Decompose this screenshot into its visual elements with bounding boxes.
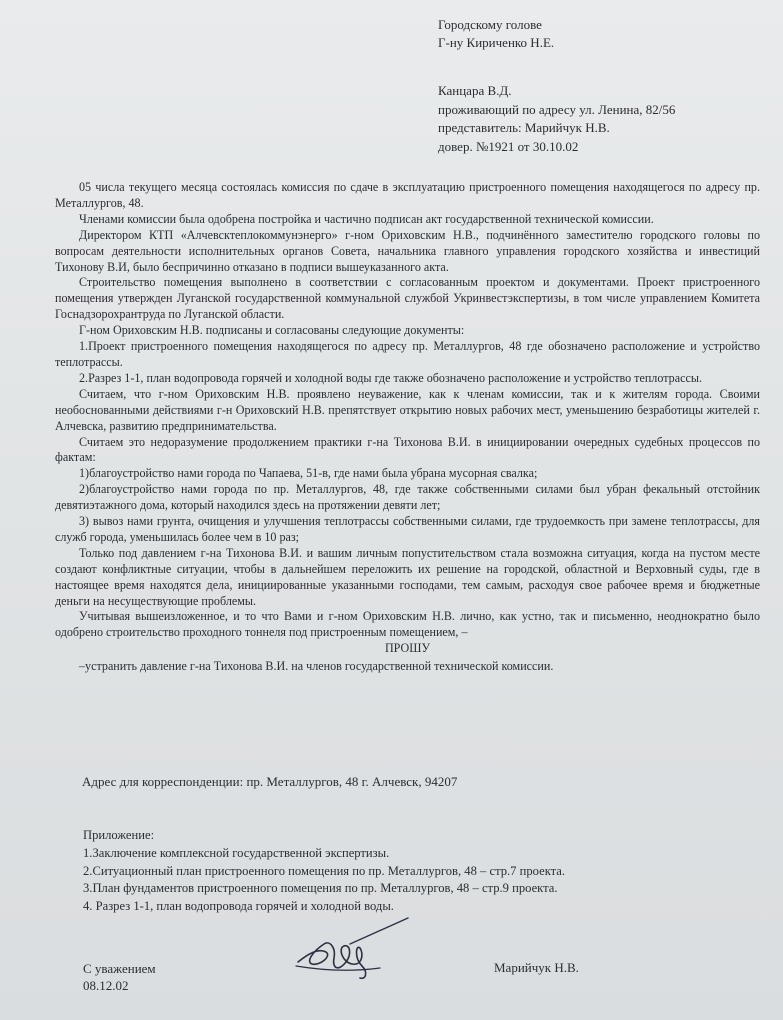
paragraph: Считаем, что г-ном Ориховским Н.В. проявлено неуважение, как к членам комиссии, так и к жителям города. Своими необоснованными действиями г-н Ориховский Н.В. препятствует открытию новых рабочих мест, уменьшению безработицы жителей г. Алчевска, развитию предпринимательства. bbox=[55, 386, 760, 433]
request-text: –устранить давление г-на Тихонова В.И. на членов государственной технической комиссии. bbox=[79, 659, 554, 674]
paragraph: 2.Разрез 1-1, план водопровода горячей и холодной воды где также обозначено расположение и устройство теплотрассы. bbox=[79, 370, 702, 385]
paragraph: 1.Проект пристроенного помещения находящегося по адресу пр. Металлургов, 48 где обозначено расположение и устройство теплотрассы. bbox=[55, 339, 760, 369]
paragraph: 3) вывоз нами грунта, очищения и улучшения теплотрассы собственными силами, где трудоемкость при замене теплотрассы, для служб города, уменьшилась более чем в 10 раз; bbox=[55, 514, 760, 544]
paragraph: Членами комиссии была одобрена постройка и частично подписан акт государственной технической комиссии. bbox=[79, 211, 654, 226]
paragraph: Считаем это недоразумение продолжением практики г-на Тихонова В.И. в инициировании очередных судебных процессов по фактам: bbox=[55, 434, 760, 465]
letter-date: 08.12.02 bbox=[83, 978, 129, 993]
closing-regards: С уважением bbox=[83, 961, 156, 976]
paragraph: Только под давлением г-на Тихонова В.И. и вашим личным попустительством стала возможна ситуация, когда на пустом месте создают конфликтные ситуации, чтобы в дальнейшем переложить их решение на городской, областной и Верховный суды, где в настоящее время находятся дела, инициированные указанными господами, тем самым, расходуя свое рабочее время и бюджетные деньги на несуществующие проблемы. bbox=[55, 545, 760, 608]
closing-block bbox=[83, 960, 156, 994]
addressee-block bbox=[438, 16, 554, 52]
attachment-item: 3.План фундаментов пристроенного помещения по пр. Металлургов, 48 – стр.9 проекта. bbox=[83, 881, 558, 896]
letter-body bbox=[55, 180, 760, 675]
attachment-item: 4. Разрез 1-1, план водопровода горячей и холодной воды. bbox=[83, 899, 394, 914]
paragraph: 2)благоустройство нами города по пр. Металлургов, 48, где также собственными силами был убран фекальный отстойник девятиэтажного дома, который находился здесь на протяжении девяти лет; bbox=[55, 482, 760, 513]
correspondence-address: Адрес для корреспонденции: пр. Металлургов, 48 г. Алчевск, 94207 bbox=[82, 774, 458, 789]
request-heading: ПРОШУ bbox=[384, 641, 431, 656]
handwritten-signature bbox=[290, 914, 420, 989]
attachment-item: 1.Заключение комплексной государственной экспертизы. bbox=[83, 845, 390, 860]
attachments-block bbox=[83, 827, 723, 916]
paragraph: Директором КТП «Алчевсктеплокоммунэнерго» г-ном Ориховским Н.В., подчинённого заместителю городского головы по вопросам деятельности исполнительных органов Совета, начальника главного управления городского хозяйства и инвестиций Тихонову В.И, было беспричинно отказано в подписи вышеуказанного акта. bbox=[55, 227, 760, 274]
paragraph: Строительство помещения выполнено в соответствии с согласованным проектом и документами. Проект пристроенного помещения утвержден Луганской государственной коммунальной службой Укринвестэкспертизы, в том числе управлением Комитета Госнадзорохрантруда по Луганской области. bbox=[55, 275, 760, 322]
sender-proxy: довер. №1921 от 30.10.02 bbox=[438, 138, 579, 154]
attachment-item: 2.Ситуационный план пристроенного помещения по пр. Металлургов, 48 – стр.7 проекта. bbox=[83, 863, 566, 878]
paragraph: Учитывая вышеизложенное, и то что Вами и г-ном Ориховским Н.В. лично, как устно, так и письменно, неоднократно было одобрено строительство проходного тоннеля под пристроенным помещением, – bbox=[55, 609, 760, 640]
sender-block bbox=[438, 82, 675, 156]
paragraph: Г-ном Ориховским Н.В. подписаны и согласованы следующие документы: bbox=[79, 323, 465, 338]
paragraph: 05 числа текущего месяца состоялась комиссия по сдаче в эксплуатацию пристроенного помещения находящегося по адресу пр. Металлургов, 48. bbox=[55, 180, 760, 210]
paragraph: 1)благоустройство нами города по Чапаева, 51-в, где нами была убрана мусорная свалка; bbox=[79, 466, 538, 481]
sender-name: Канцара В.Д. bbox=[438, 83, 512, 98]
sender-representative: представитель: Марийчук Н.В. bbox=[438, 120, 610, 135]
sender-address: проживающий по адресу ул. Ленина, 82/56 bbox=[438, 101, 676, 117]
attachments-heading: Приложение: bbox=[83, 828, 155, 842]
addressee-name: Г-ну Кириченко Н.Е. bbox=[438, 35, 555, 50]
addressee-title: Городскому голове bbox=[438, 17, 542, 32]
signer-name: Марийчук Н.В. bbox=[494, 960, 579, 975]
